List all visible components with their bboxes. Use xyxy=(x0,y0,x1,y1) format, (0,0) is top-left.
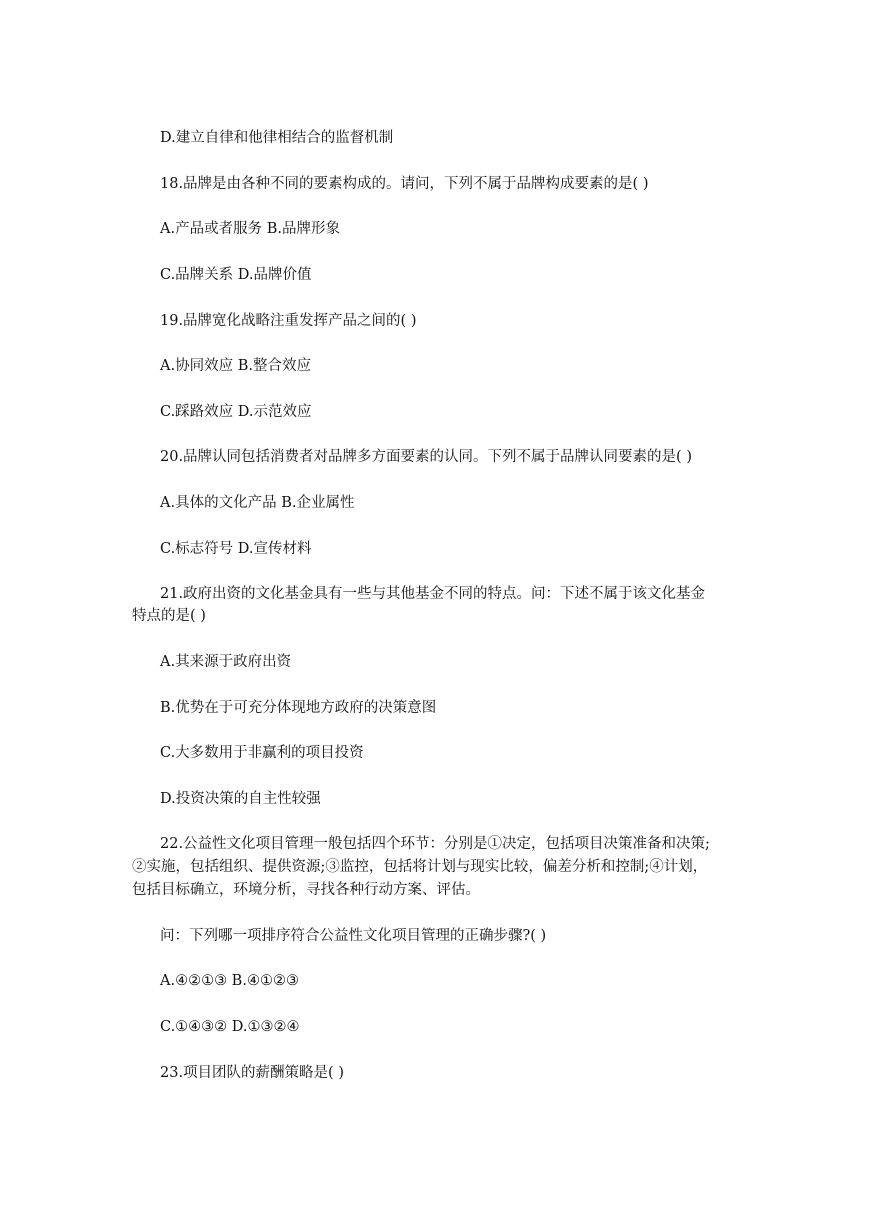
question-22-line-3: 包括目标确立，环境分析，寻找各种行动方案、评估。 xyxy=(132,882,480,898)
option-line: D.投资决策的自主性较强 xyxy=(160,791,321,807)
option-line: A.具体的文化产品 B.企业属性 xyxy=(160,495,355,511)
question-21-line-2: 特点的是( ) xyxy=(132,608,206,624)
option-line: C.大多数用于非赢利的项目投资 xyxy=(160,745,364,761)
question-19: 19.品牌宽化战略注重发挥产品之间的( ) xyxy=(160,313,417,329)
question-20: 20.品牌认同包括消费者对品牌多方面要素的认同。下列不属于品牌认同要素的是( ) xyxy=(160,449,692,465)
question-22-line-1: 22.公益性文化项目管理一般包括四个环节：分别是①决定，包括项目决策准备和决策; xyxy=(160,836,710,852)
question-22-line-2: ②实施，包括组织、提供资源;③监控，包括将计划与现实比较，偏差分析和控制;④计划， xyxy=(132,859,708,875)
option-line: A.④②①③ B.④①②③ xyxy=(160,973,299,989)
option-line: C.①④③② D.①③②④ xyxy=(160,1019,300,1035)
question-22-prompt: 问：下列哪一项排序符合公益性文化项目管理的正确步骤?( ) xyxy=(160,928,547,944)
option-line: D.建立自律和他律相结合的监督机制 xyxy=(160,130,394,146)
question-21-line-1: 21.政府出资的文化基金具有一些与其他基金不同的特点。问：下述不属于该文化基金 xyxy=(160,586,706,602)
option-line: C.品牌关系 D.品牌价值 xyxy=(160,267,312,283)
question-23: 23.项目团队的薪酬策略是( ) xyxy=(160,1065,344,1081)
question-18: 18.品牌是由各种不同的要素构成的。请问，下列不属于品牌构成要素的是( ) xyxy=(160,176,649,192)
option-line: A.协同效应 B.整合效应 xyxy=(160,358,311,374)
option-line: C.踩路效应 D.示范效应 xyxy=(160,404,312,420)
option-line: A.产品或者服务 B.品牌形象 xyxy=(160,221,340,237)
option-line: C.标志符号 D.宣传材料 xyxy=(160,541,312,557)
option-line: A.其来源于政府出资 xyxy=(160,654,292,670)
option-line: B.优势在于可充分体现地方政府的决策意图 xyxy=(160,700,437,716)
